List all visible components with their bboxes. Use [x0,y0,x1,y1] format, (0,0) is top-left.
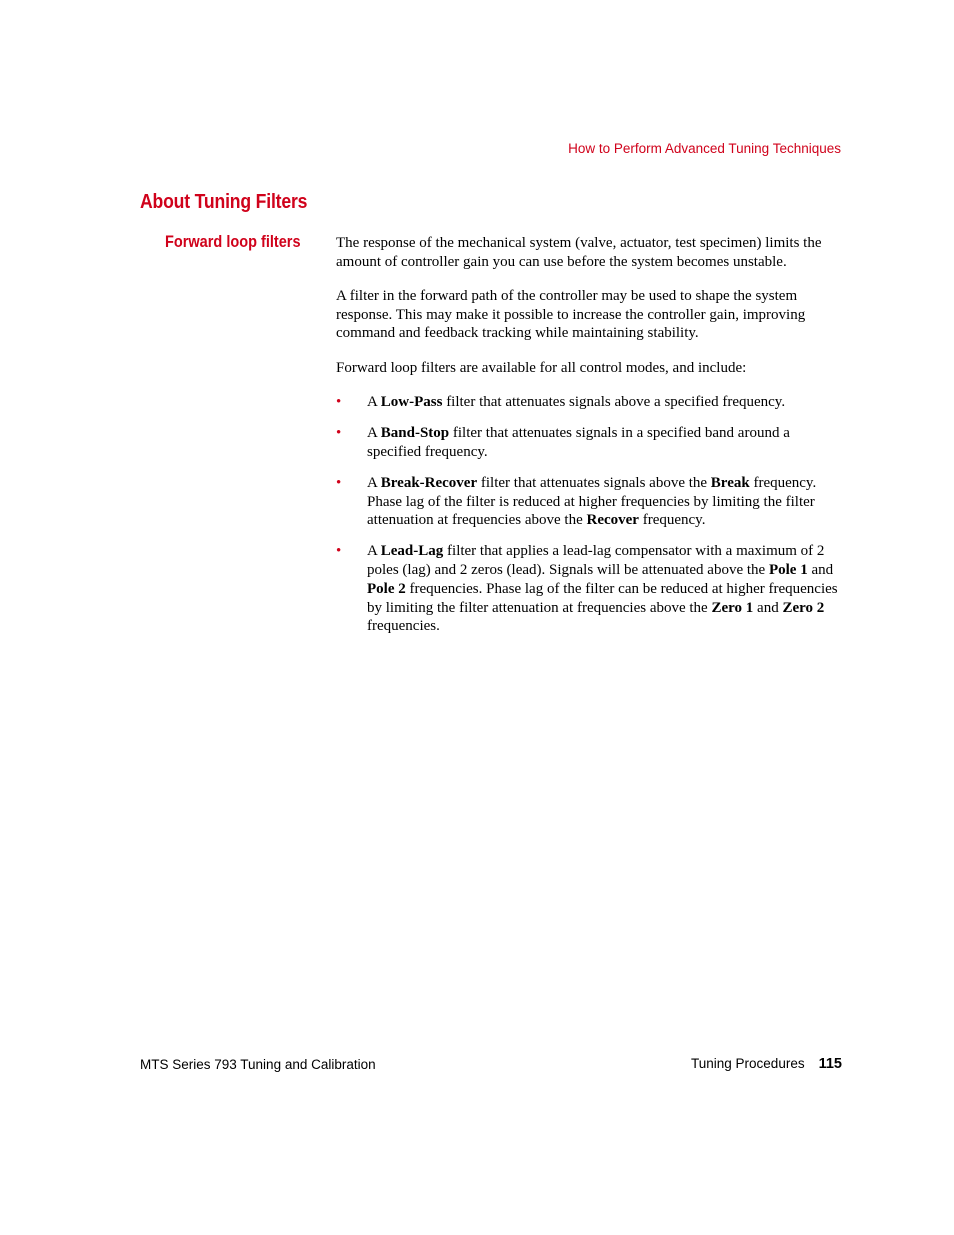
bullet-icon: • [336,393,342,410]
list-item-band-stop: • A Band-Stop filter that attenuates signals in a specified band around a specified frequency. [336,424,790,460]
footer-right [691,1056,842,1072]
term-pole-2: Pole 2 [367,580,406,597]
term-break: Break [710,474,750,491]
paragraph-mechanical-response: The response of the mechanical system (valve, actuator, test specimen) limits the amount of controller gain you can use before the system becomes unstable. [336,235,822,270]
term-pole-1: Pole 1 [768,562,808,579]
bullet-icon: • [336,474,342,491]
subsection-heading: Forward loop filters [165,233,301,251]
term-break-recover: Break-Recover [380,474,478,491]
paragraph-forward-path-filter: A filter in the forward path of the controller may be used to shape the system response. This may make it possible to increase the controller gain, improving command and feedback tracking while maintaining stability. [336,287,806,342]
term-zero-1: Zero 1 [711,599,754,616]
term-lead-lag: Lead-Lag [380,543,444,560]
bullet-icon: • [336,543,342,560]
list-item-lead-lag: • A Lead-Lag filter that applies a lead-lag compensator with a maximum of 2 poles (lag) and 2 zeros (lead). Signals will be attenuated above the Pole 1 and Pole 2 frequencies. Phase lag of the filter can be reduced at higher frequencies by limiting the filter attenuation at frequencies above the Zero 1 and Zero 2 frequencies. [336,543,838,635]
paragraph-filters-intro: Forward loop filters are available for all control modes, and include: [336,359,747,376]
running-head: How to Perform Advanced Tuning Techniques [568,141,841,156]
footer-section-name: Tuning Procedures [691,1056,805,1071]
page-number: 115 [818,1056,842,1072]
filter-types-list [336,393,846,636]
section-heading: About Tuning Filters [140,191,308,213]
term-recover: Recover [586,512,639,529]
footer-document-title: MTS Series 793 Tuning and Calibration [140,1057,376,1072]
term-band-stop: Band-Stop [380,424,450,441]
list-item-low-pass: • A Low-Pass filter that attenuates signals above a specified frequency. [336,393,786,410]
bullet-icon: • [336,424,342,441]
list-item-break-recover: • A Break-Recover filter that attenuates signals above the Break frequency. Phase lag of the filter is reduced at higher frequencies by limiting the filter attenuation at frequencies above the Recover frequency. [336,474,817,529]
body-text-column [336,234,846,648]
term-low-pass: Low-Pass [380,393,443,410]
term-zero-2: Zero 2 [782,599,825,616]
